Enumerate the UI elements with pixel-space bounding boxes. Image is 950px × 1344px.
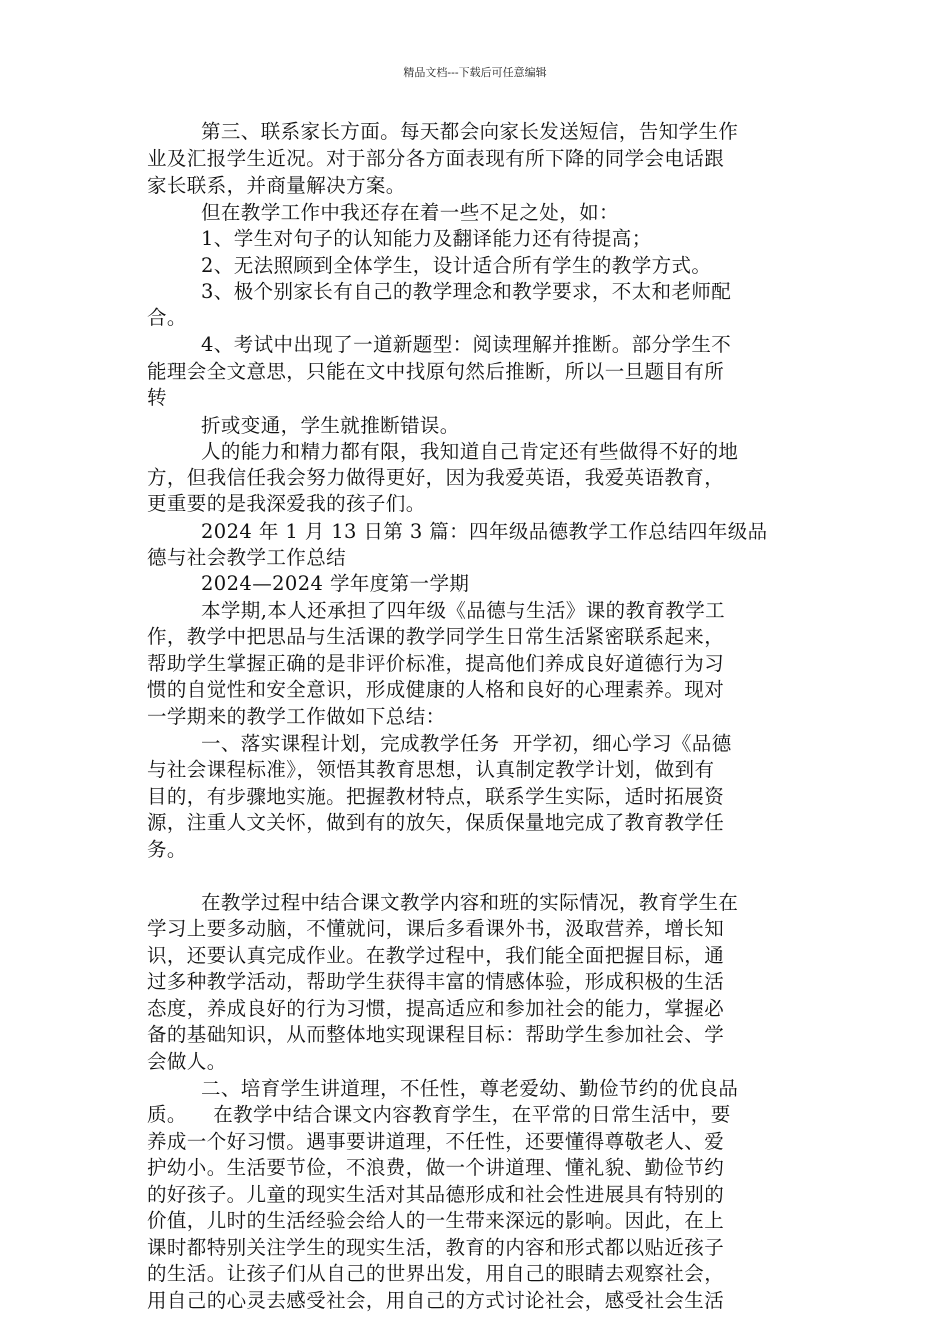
- text-line: 与社会课程标准》，领悟其教育思想，认真制定教学计划，做到有: [147, 758, 715, 781]
- text-line: 2、无法照顾到全体学生，设计适合所有学生的教学方式。: [201, 254, 712, 277]
- page-header: 精品文档---下载后可任意编辑: [403, 66, 547, 79]
- text-line: 人的能力和精力都有限，我知道自己肯定还有些做得不好的地: [201, 440, 739, 463]
- text-line: 价值，儿时的生活经验会给人的一生带来深远的影响。因此，在上: [147, 1209, 725, 1232]
- text-line: 二、培育学生讲道理，不任性，尊老爱幼、勤俭节约的优良品: [201, 1077, 739, 1100]
- text-line: 1、学生对句子的认知能力及翻译能力还有待提高；: [201, 227, 652, 250]
- text-line: 更重要的是我深爱我的孩子们。: [147, 492, 426, 515]
- text-line: 一、落实课程计划，完成教学任务 开学初，细心学习《品德: [201, 732, 732, 755]
- text-line: 业及汇报学生近况。对于部分各方面表现有所下降的同学会电话跟: [147, 147, 725, 170]
- text-line: 3、极个别家长有自己的教学理念和教学要求，不太和老师配: [201, 280, 732, 303]
- text-line: 合。: [147, 306, 187, 329]
- text-line: 家长联系，并商量解决方案。: [147, 174, 406, 197]
- text-line: 目的，有步骤地实施。把握教材特点，联系学生实际，适时拓展资: [147, 785, 725, 808]
- text-line: 但在教学工作中我还存在着一些不足之处，如：: [201, 201, 619, 224]
- text-line: 2024—2024 学年度第一学期: [201, 572, 470, 595]
- text-line: 转: [147, 386, 167, 409]
- text-line: 养成一个好习惯。遇事要讲道理，不任性，还要懂得尊敬老人、爱: [147, 1130, 725, 1153]
- text-line: 一学期来的教学工作做如下总结：: [147, 705, 446, 728]
- text-line: 务。: [147, 838, 187, 861]
- text-line: 备的基础知识，从而整体地实现课程目标：帮助学生参加社会、学: [147, 1023, 725, 1046]
- text-line: 识，还要认真完成作业。在教学过程中，我们能全面把握目标，通: [147, 944, 725, 967]
- text-line: 的生活。让孩子们从自己的世界出发，用自己的眼睛去观察社会，: [147, 1262, 725, 1285]
- text-line: 质。 在教学中结合课文内容教育学生，在平常的日常生活中，要: [147, 1103, 731, 1126]
- text-line: 用自己的心灵去感受社会，用自己的方式讨论社会，感受社会生活: [147, 1289, 725, 1312]
- text-line: 德与社会教学工作总结: [147, 546, 347, 569]
- text-line: 折或变通，学生就推断错误。: [201, 414, 460, 437]
- text-line: 在教学过程中结合课文教学内容和班的实际情况，教育学生在: [201, 891, 739, 914]
- text-line: 2024 年 1 月 13 日第 3 篇：四年级品德教学工作总结四年级品: [201, 520, 768, 543]
- text-line: 惯的自觉性和安全意识，形成健康的人格和良好的心理素养。现对: [147, 678, 725, 701]
- text-line: 帮助学生掌握正确的是非评价标准，提高他们养成良好道德行为习: [147, 652, 725, 675]
- text-line: 方，但我信任我会努力做得更好，因为我爱英语，我爱英语教育，: [147, 466, 725, 489]
- text-line: 学习上要多动脑，不懂就问，课后多看课外书，汲取营养，增长知: [147, 917, 725, 940]
- text-line: 的好孩子。儿童的现实生活对其品德形成和社会性进展具有特别的: [147, 1183, 725, 1206]
- text-line: 源，注重人文关怀，做到有的放矢，保质保量地完成了教育教学任: [147, 811, 725, 834]
- text-line: 作，教学中把思品与生活课的教学同学生日常生活紧密联系起来，: [147, 625, 725, 648]
- text-line: 课时都特别关注学生的现实生活，教育的内容和形式都以贴近孩子: [147, 1236, 725, 1259]
- text-line: 能理会全文意思，只能在文中找原句然后推断，所以一旦题目有所: [147, 360, 725, 383]
- text-line: 第三、联系家长方面。每天都会向家长发送短信，告知学生作: [201, 120, 739, 143]
- text-line: 4、考试中出现了一道新题型：阅读理解并推断。部分学生不: [201, 333, 732, 356]
- text-line: 过多种教学活动，帮助学生获得丰富的情感体验，形成积极的生活: [147, 970, 725, 993]
- text-line: 态度，养成良好的行为习惯，提高适应和参加社会的能力，掌握必: [147, 997, 725, 1020]
- text-line: 本学期,本人还承担了四年级《品德与生活》课的教育教学工: [201, 599, 725, 622]
- text-line: 护幼小。生活要节俭，不浪费，做一个讲道理、懂礼貌、勤俭节约: [147, 1156, 725, 1179]
- text-line: 会做人。: [147, 1050, 227, 1073]
